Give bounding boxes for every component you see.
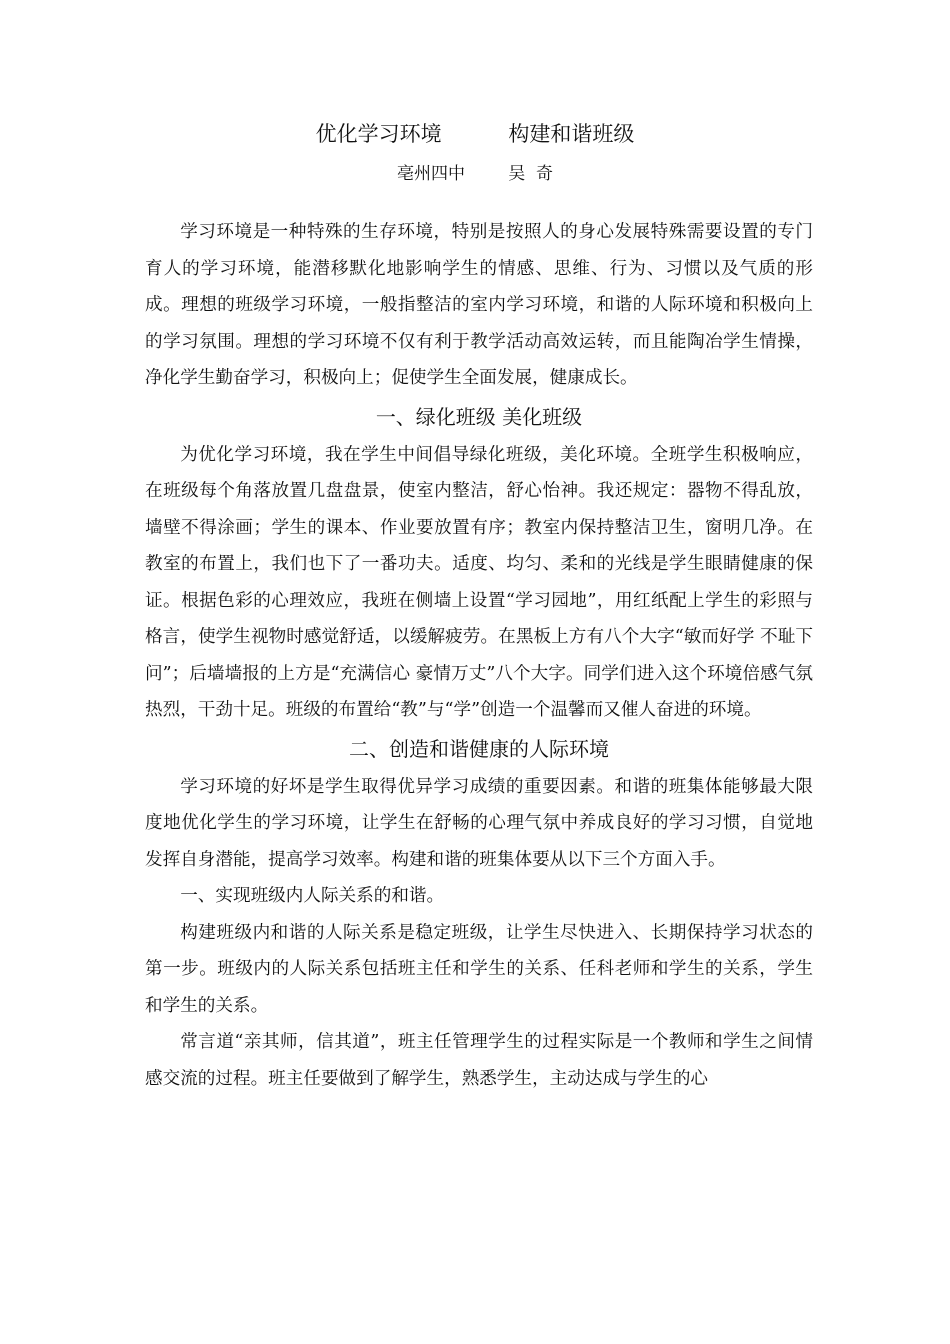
section-heading-2: 二、创造和谐健康的人际环境 (349, 736, 609, 761)
document-title: 优化学习环境 构建和谐班级 (315, 122, 635, 146)
document-body (145, 214, 813, 1097)
section2-paragraph-2: 构建班级内和谐的人际关系是稳定班级，让学生尽快进入、长期保持学习状态的第一步。班级内的人际关系包括班主任和学生的关系、任科老师和学生的关系，学生和学生的关系。 (145, 922, 813, 1016)
section2-subheading: 一、实现班级内人际关系的和谐。 (180, 886, 445, 906)
section1-paragraph: 为优化学习环境，我在学生中间倡导绿化班级，美化环境。全班学生积极响应，在班级每个角落放置几盘盘景，使室内整洁，舒心怡神。我还规定：器物不得乱放，墙壁不得涂画；学生的课本、作业要放置有序；教室内保持整洁卫生，窗明几净。在教室的布置上，我们也下了一番功夫。适度、均匀、柔和的光线是学生眼睛健康的保证。根据色彩的心理效应，我班在侧墙上设置“学习园地”，用红纸配上学生的彩照与格言，使学生视物时感觉舒适，以缓解疲劳。在黑板上方有八个大字“敏而好学 不耻下问”；后墙墙报的上方是“充满信心 豪情万丈”八个大字。同学们进入这个环境倍感气氛热烈，干劲十足。班级的布置给“教”与“学”创造一个温馨而又催人奋进的环境。 (145, 444, 813, 720)
author-line: 亳州四中 吴 奇 (396, 164, 554, 184)
section2-paragraph-1: 学习环境的好坏是学生取得优异学习成绩的重要因素。和谐的班集体能够最大限度地优化学生的学习环境，让学生在舒畅的心理气氛中养成良好的学习习惯，自觉地发挥自身潜能，提高学习效率。构建和谐的班集体要从以下三个方面入手。 (145, 776, 813, 870)
intro-paragraph: 学习环境是一种特殊的生存环境，特别是按照人的身心发展特殊需要设置的专门育人的学习环境，能潜移默化地影响学生的情感、思维、行为、习惯以及气质的形成。理想的班级学习环境，一般指整洁的室内学习环境，和谐的人际环境和积极向上的学习氛围。理想的学习环境不仅有利于教学活动高效运转，而且能陶冶学生情操，净化学生勤奋学习，积极向上；促使学生全面发展，健康成长。 (145, 222, 813, 388)
section-heading-1: 一、绿化班级 美化班级 (375, 404, 583, 429)
section2-paragraph-3: 常言道“亲其师，信其道”，班主任管理学生的过程实际是一个教师和学生之间情感交流的过程。班主任要做到了解学生，熟悉学生，主动达成与学生的心 (145, 1032, 813, 1089)
